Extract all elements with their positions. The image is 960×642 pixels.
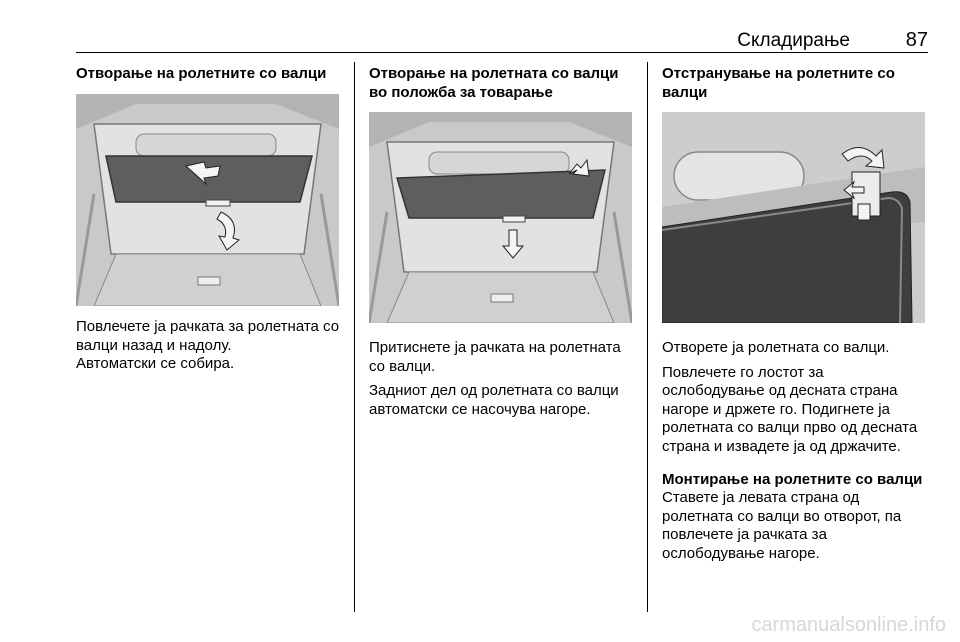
column-3: [662, 64, 930, 102]
instruction-paragraph: Повлечете го лостот за ослободување од десната страна нагоре и држете го. Подигнете ја ролетната со валци прво од десната страна и извадете ја од држачите.: [662, 363, 918, 455]
instruction-paragraph: Автоматски се собира.: [76, 355, 235, 372]
header-rule: [76, 52, 928, 53]
column-divider-1: [354, 62, 355, 612]
figure-cover-pull-handle: [76, 94, 339, 306]
instruction-paragraph: Повлечете ја рачката за ролетната со валци назад и надолу.: [76, 318, 340, 354]
figure-cover-press-handle: [369, 112, 632, 323]
cover-detail-illustration: [662, 112, 925, 323]
column-3-body: [662, 339, 930, 563]
instruction-paragraph: Ставете ја левата страна од ролетната со валци во отворот, па повлечете ја рачката за ослободување нагоре.: [662, 489, 902, 562]
section-heading-install-cover: Монтирање на ролетните со валци: [662, 471, 923, 488]
watermark: carmanualsonline.info: [751, 614, 946, 636]
page-number: 87: [905, 29, 928, 51]
page-section-title: Складирање: [737, 30, 850, 51]
figure-cover-removal: [662, 112, 925, 323]
cargo-area-illustration: [76, 94, 339, 306]
column-2: [369, 64, 637, 102]
instruction-paragraph: Отворете ја ролетната со валци.: [662, 339, 890, 356]
section-heading-remove-cover: Отстранување на ролетните со валци: [662, 65, 895, 101]
section-heading-loading-position: Отворање на ролетната со валци во положба за товарање: [369, 65, 619, 101]
column-divider-2: [647, 62, 648, 612]
instruction-paragraph: Задниот дел од ролетната со валци автоматски се насочува нагоре.: [369, 382, 619, 418]
cargo-area-illustration: [369, 112, 632, 323]
column-1-body: [76, 318, 344, 374]
column-1: [76, 64, 344, 83]
instruction-paragraph: Притиснете ја рачката на ролетната со валци.: [369, 339, 621, 375]
column-2-body: [369, 339, 637, 419]
section-heading-open-cover: Отворање на ролетните со валци: [76, 65, 327, 82]
